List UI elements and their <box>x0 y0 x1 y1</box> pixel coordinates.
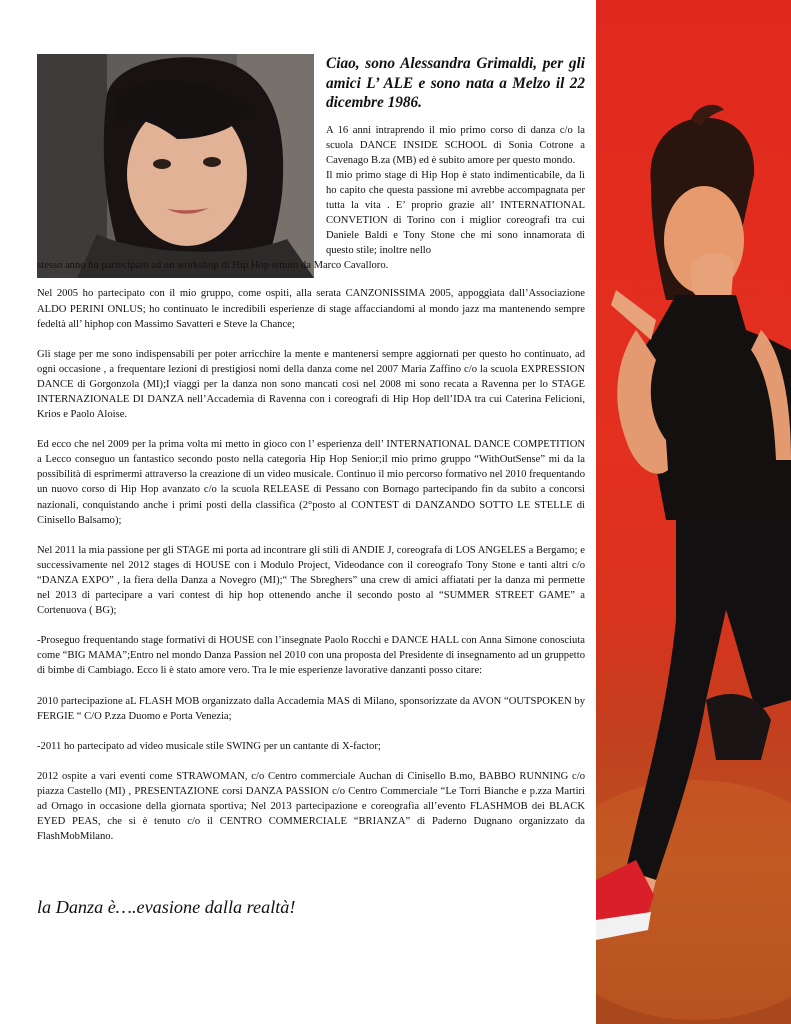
closing-quote: la Danza è….evasione dalla realtà! <box>37 897 296 917</box>
intro-line: Il mio primo stage di Hip Hop è stato indimenticabile, da lì ho capito che questa passione mi avrebbe accompagnata per tutta la vita . E’ proprio grazie all’ INTERNATIONAL CONVETION di Torino con i miglior coreografi tra cui Daniele Baldi e Tony Stone che mi sono innamorata di questo stile; inoltre nello <box>326 169 585 257</box>
dancer-illustration <box>596 0 791 1024</box>
paragraph: 2010 partecipazione aL FLASH MOB organizzato dalla Accademia MAS di Milano, sponsorizzate da AVON “OUTSPOKEN by FERGIE “ C/O P.zza Duomo e Porta Venezia; <box>37 695 585 722</box>
biography-text <box>37 54 585 859</box>
paragraph: 2012 ospite a vari eventi come STRAWOMAN, c/o Centro commerciale Auchan di Cinisello B.mo, BABBO RUNNING c/o piazza Castello (MI) , PRESENTAZIONE corsi DANZA PASSION c/o Centro Commerciale “Le Torri Bianche e p.zza Martiri ad Ornago in occasione della giornata sportiva; Nel 2013 partecipazione e coreografia all’evento FLASHMOB dei BLACK EYED PEAS, che si è tenuto c/o il CENTRO COMMERCIALE “BRIANZA” di Paderno Dugnano organizzato da FlashMobMilano. <box>37 770 585 843</box>
dancer-photo <box>596 0 791 1024</box>
paragraph: Ed ecco che nel 2009 per la prima volta mi metto in gioco con l’ esperienza dell’ INTERNATIONAL DANCE COMPETITION a Lecco conseguo un fantastico secondo posto nella categoria Hip Hop Senior;il mio primo gruppo “WithOutSense” mi da la possibilità di esprimermi attraverso la creazione di un video musicale. Continuo il mio percorso formativo nel 2010 frequentando un nuovo corso di Hip Hop avanzato c/o la scuola RELEASE di Pessano con Bornago partecipando fin da subito a concorsi nazionali, conquistando anche i primi posti della classifica (2°posto al CONTEST di DANZANDO SOTTO LE STELLE di Cinisello Balsamo); <box>37 439 585 526</box>
page-title: Ciao, sono Alessandra Grimaldi, per gli amici L’ ALE e sono nata a Melzo il 22 dicembre 1986. <box>326 55 585 111</box>
intro-line: A 16 anni intraprendo il mio primo corso di danza c/o la scuola DANCE INSIDE SCHOOL di Sonia Cotrone a Cavenago B.za (MB) ed è subito amore per questo mondo. <box>326 124 585 166</box>
paragraph: -2011 ho partecipato ad video musicale stile SWING per un cantante di X-factor; <box>37 740 381 752</box>
paragraph: Nel 2011 la mia passione per gli STAGE mi porta ad incontrare gli stili di ANDIE J, coreografa di LOS ANGELES a Bergamo; e successivamente nel 2012 stages di HOUSE con i Modulo Project, Videodance con il coreografo Tony Stone e tanti altri c/o “DANZA EXPO” , la fiera della Danza a Novegro (MI);“ The Sbreghers” una crew di amici affiatati per la danza mi permette nel 2013 di partecipare a vari contest di hip hop ottenendo anche il secondo posto al “SUMMER STREET GAME” a Cortenuova ( BG); <box>37 544 585 617</box>
paragraph: -Proseguo frequentando stage formativi di HOUSE con l’insegnate Paolo Rocchi e DANCE HALL con Anna Simone conosciuta come “BIG MAMA”;Entro nel mondo Danza Passion nel 2010 con una proposta del Presidente di insegnamento ad un gruppetto di bimbe di Cambiago. Ecco lì è stato amore vero. Tra le mie esperienze lavorative danzanti posso citare: <box>37 635 585 677</box>
intro-paragraph <box>326 123 585 259</box>
paragraph: Nel 2005 ho partecipato con il mio gruppo, come ospiti, alla serata CANZONISSIMA 2005, appoggiata dall’Associazione ALDO PERINI ONLUS; ho continuato le incredibili esperienze di stage affacciandomi al mondo jazz ma mantenendo sempre fedeltà all’ hiphop con Massimo Savatteri e Steve la Chance; <box>37 288 585 330</box>
intro-tail: stesso anno ho partecipato ad un workshop di Hip Hop tenuto da Marco Cavalloro. <box>37 260 389 272</box>
paragraph: Gli stage per me sono indispensabili per poter arricchire la mente e mantenersi sempre aggiornati per questo ho continuato, ad ogni occasione , a frequentare lezioni di prestigiosi nomi della danza come nel 2007 Maria Zaffino c/o la scuola EXPRESSION DANCE di Gorgonzola (MI);I viaggi per la danza non sono mancati così nel 2008 mi sono recata a Ravenna per lo STAGE INTERNAZIONALE DI DANZA nell’Accademia di Ravenna con i coreografi di Hip Hop dell’IDA tra cui Caterina Felicioni, Krios e Paolo Aloise. <box>37 348 585 421</box>
